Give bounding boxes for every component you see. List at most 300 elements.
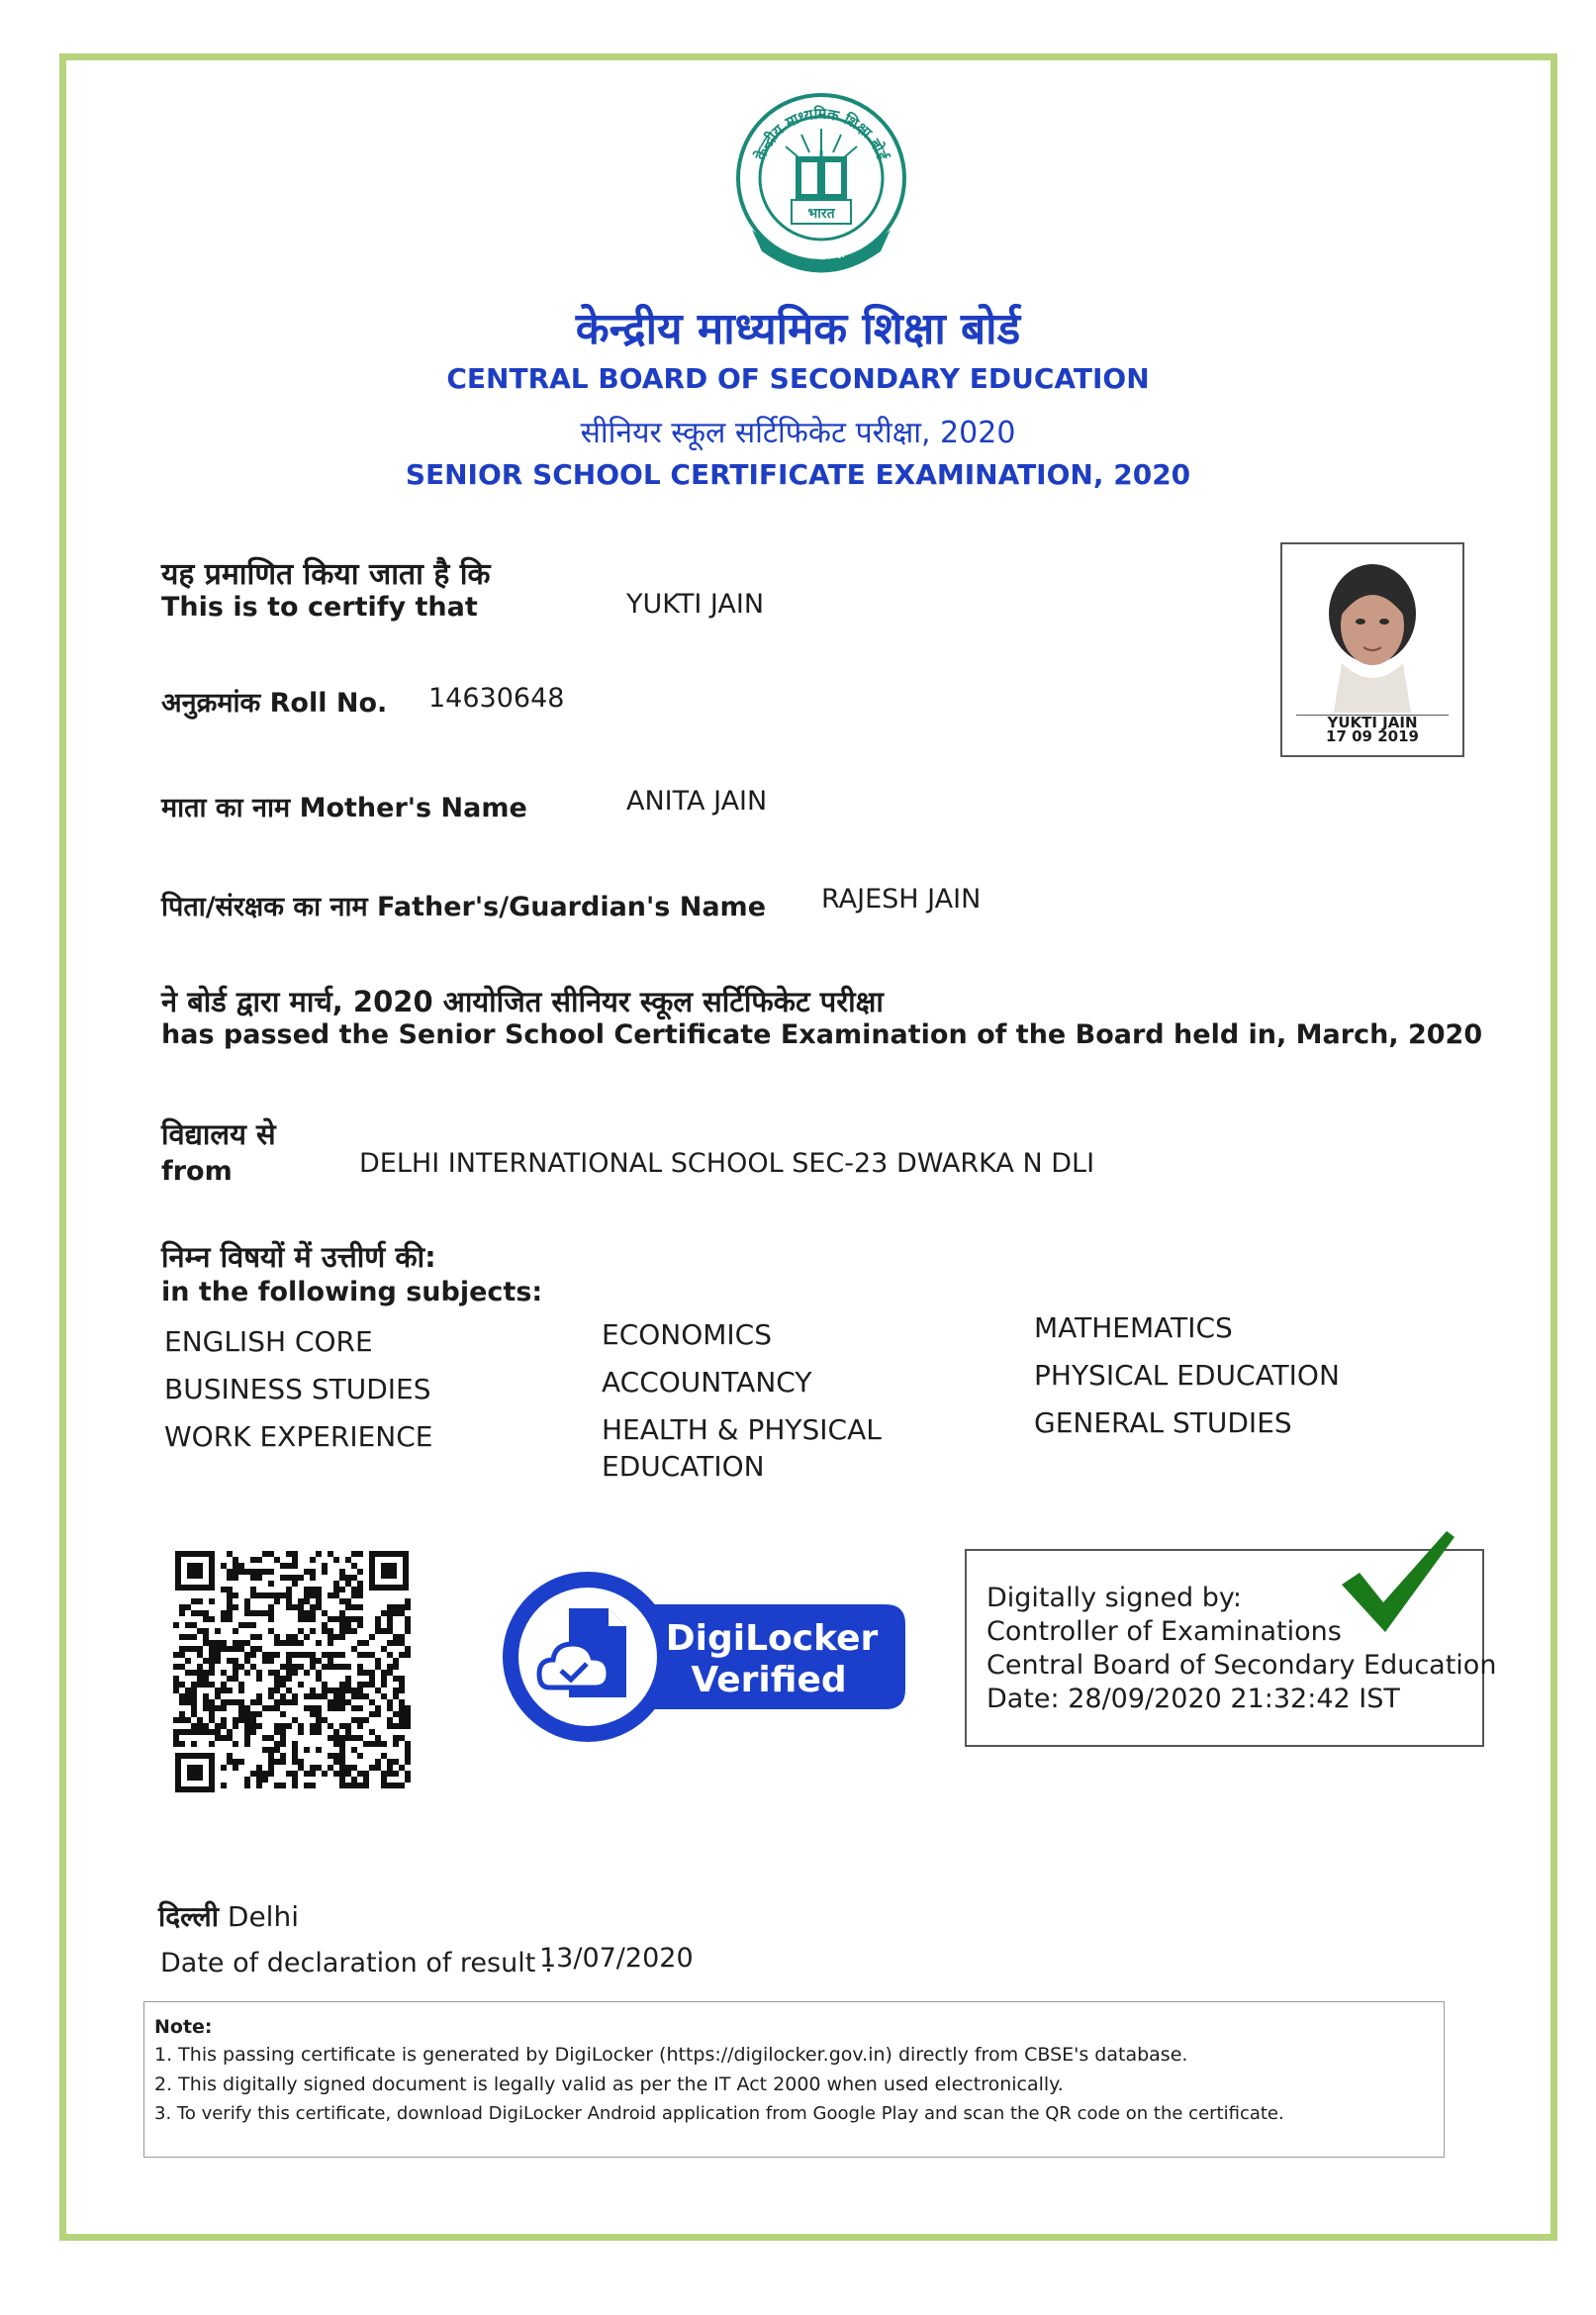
qr-module [227,1598,233,1604]
qr-module [203,1705,209,1711]
qr-module [268,1652,274,1658]
qr-module [233,1676,238,1682]
qr-module [339,1622,345,1628]
qr-module [203,1616,209,1622]
qr-module [262,1747,268,1753]
declaration-date: 13/07/2020 [539,1943,694,1974]
qr-module [233,1563,238,1569]
qr-module [262,1652,268,1658]
qr-module [393,1610,399,1616]
qr-module [333,1652,339,1658]
declaration-label: Date of declaration of result : [160,1948,553,1978]
qr-module [280,1693,286,1699]
qr-module [363,1640,369,1646]
qr-module [209,1717,215,1723]
qr-module [179,1741,185,1747]
qr-module [339,1747,345,1753]
qr-module [250,1771,256,1777]
qr-module [233,1723,238,1729]
qr-module [203,1676,209,1682]
qr-module [173,1717,179,1723]
qr-module [185,1622,191,1628]
qr-module [233,1640,238,1646]
qr-module [393,1723,399,1729]
qr-module [328,1628,333,1634]
qr-module [286,1771,292,1777]
qr-module [179,1652,185,1658]
qr-module [310,1765,316,1771]
qr-module [274,1682,280,1688]
qr-module [369,1682,375,1688]
qr-module [405,1771,411,1777]
qr-module [191,1723,197,1729]
qr-module [250,1699,256,1705]
qr-module [292,1581,298,1587]
qr-module [405,1646,411,1652]
qr-module [369,1676,375,1682]
qr-module [233,1741,238,1747]
qr-module [298,1723,304,1729]
qr-module [221,1699,227,1705]
qr-module [274,1741,280,1747]
qr-module [221,1616,227,1622]
qr-module [322,1652,328,1658]
certify-label-english: This is to certify that [161,592,478,623]
qr-module [399,1735,405,1741]
qr-module [316,1693,322,1699]
qr-module [310,1658,316,1664]
qr-module [197,1652,203,1658]
qr-module [280,1682,286,1688]
qr-module [298,1759,304,1765]
qr-module [292,1640,298,1646]
qr-module [262,1771,268,1777]
qr-module [250,1592,256,1598]
qr-module [203,1693,209,1699]
subject-item: BUSINESS STUDIES [164,1373,431,1405]
qr-module [393,1711,399,1717]
qr-module [274,1723,280,1729]
qr-module [233,1670,238,1676]
qr-module [280,1759,286,1765]
qr-module [238,1664,244,1670]
qr-module [339,1771,345,1777]
qr-module [393,1634,399,1640]
qr-module [304,1705,310,1711]
qr-module [405,1777,411,1783]
qr-module [244,1717,250,1723]
badge-line2: Verified [691,1660,847,1700]
qr-module [227,1676,233,1682]
qr-module [292,1604,298,1610]
qr-module [393,1676,399,1682]
qr-module [304,1747,310,1753]
qr-module [292,1664,298,1670]
qr-module [292,1557,298,1563]
qr-module [310,1664,316,1670]
subject-item: ECONOMICS [602,1318,773,1351]
qr-module [274,1592,280,1598]
qr-module [268,1705,274,1711]
qr-module [209,1598,215,1604]
qr-module [209,1729,215,1735]
qr-module [244,1729,250,1735]
qr-module [345,1771,351,1777]
qr-module [357,1652,363,1658]
qr-module [333,1616,339,1622]
qr-module [399,1765,405,1771]
qr-module [322,1563,328,1569]
qr-module [339,1765,345,1771]
qr-module [209,1640,215,1646]
qr-module [328,1735,333,1741]
qr-module [316,1670,322,1676]
qr-module [244,1705,250,1711]
qr-module [310,1569,316,1575]
qr-module [221,1688,227,1693]
qr-module [191,1646,197,1652]
qr-module [333,1587,339,1592]
roll-number: 14630648 [428,683,565,714]
qr-module [221,1587,227,1592]
qr-module [304,1670,310,1676]
qr-module [405,1723,411,1729]
qr-module [203,1682,209,1688]
qr-module [310,1771,316,1777]
qr-module [262,1705,268,1711]
qr-module [381,1777,387,1783]
qr-module [369,1699,375,1705]
qr-module [316,1747,322,1753]
qr-module [322,1569,328,1575]
qr-module [179,1604,185,1610]
qr-module [191,1670,197,1676]
qr-module [203,1670,209,1676]
qr-module [316,1551,322,1557]
qr-module [280,1640,286,1646]
qr-module [333,1592,339,1598]
qr-module [316,1705,322,1711]
qr-module [345,1765,351,1771]
qr-module [233,1664,238,1670]
qr-module [286,1551,292,1557]
qr-module [215,1640,221,1646]
qr-module [363,1652,369,1658]
qr-module [339,1587,345,1592]
qr-module [357,1670,363,1676]
qr-module [250,1723,256,1729]
qr-module [286,1592,292,1598]
qr-module [405,1747,411,1753]
subject-item: ACCOUNTANCY [602,1366,812,1399]
candidate-portrait [1282,544,1462,713]
subject-item: GENERAL STUDIES [1034,1406,1292,1439]
qr-module [179,1729,185,1735]
qr-module [286,1604,292,1610]
qr-module [197,1723,203,1729]
qr-module [173,1676,179,1682]
qr-module [399,1705,405,1711]
qr-module [399,1699,405,1705]
subject-item: WORK EXPERIENCE [164,1420,433,1453]
qr-module [405,1711,411,1717]
qr-module [197,1676,203,1682]
qr-module [280,1735,286,1741]
qr-module [298,1604,304,1610]
certify-label-hindi: यह प्रमाणित किया जाता है कि [161,557,491,592]
qr-module [405,1652,411,1658]
qr-module [227,1587,233,1592]
qr-module [256,1765,262,1771]
qr-module [179,1610,185,1616]
qr-module [339,1616,345,1622]
qr-module [405,1598,411,1604]
qr-module [399,1717,405,1723]
qr-module [274,1759,280,1765]
qr-module [393,1658,399,1664]
qr-module [387,1622,393,1628]
qr-module [268,1592,274,1598]
qr-module [351,1765,357,1771]
qr-module [256,1610,262,1616]
note-item: 2. This digitally signed document is legally valid as per the IT Act 2000 when used electronically. [154,2074,1064,2095]
qr-module [203,1634,209,1640]
qr-module [351,1735,357,1741]
qr-module [274,1640,280,1646]
qr-module [298,1682,304,1688]
qr-module [316,1592,322,1598]
signature-line-2: Controller of Examinations [986,1616,1342,1647]
qr-module [345,1598,351,1604]
qr-module [405,1628,411,1634]
qr-module [250,1652,256,1658]
qr-module [322,1622,328,1628]
badge-line1: DigiLocker [665,1618,879,1659]
qr-module [345,1628,351,1634]
qr-module [375,1759,381,1765]
qr-module [268,1759,274,1765]
qr-module [209,1741,215,1747]
qr-module [333,1581,339,1587]
father-name: RAJESH JAIN [821,884,982,915]
qr-module [227,1575,233,1581]
qr-module [387,1771,393,1777]
qr-module [244,1569,250,1575]
qr-module [351,1646,357,1652]
qr-module [310,1616,316,1622]
qr-module [351,1604,357,1610]
qr-module [298,1652,304,1658]
qr-module [333,1729,339,1735]
mother-name: ANITA JAIN [626,786,768,817]
qr-module [393,1693,399,1699]
qr-module [310,1711,316,1717]
qr-module [298,1575,304,1581]
qr-module [191,1682,197,1688]
qr-module [375,1765,381,1771]
qr-module [393,1771,399,1777]
qr-module [381,1753,387,1759]
qr-module [316,1711,322,1717]
qr-module [328,1664,333,1670]
qr-module [209,1652,215,1658]
qr-module [333,1688,339,1693]
qr-module [399,1634,405,1640]
qr-module [304,1592,310,1598]
qr-module [357,1693,363,1699]
qr-module [339,1682,345,1688]
qr-module [328,1616,333,1622]
qr-module [310,1723,316,1729]
board-name-english: CENTRAL BOARD OF SECONDARY EDUCATION [446,362,1150,395]
qr-module [250,1587,256,1592]
qr-module [191,1693,197,1699]
qr-module [185,1717,191,1723]
qr-module [191,1711,197,1717]
qr-module [298,1729,304,1735]
qr-module [357,1587,363,1592]
qr-module [405,1759,411,1765]
qr-module [363,1670,369,1676]
qr-module [262,1777,268,1783]
qr-module [244,1711,250,1717]
qr-module [256,1646,262,1652]
qr-module [405,1753,411,1759]
qr-module [339,1753,345,1759]
qr-module [381,1676,387,1682]
qr-module [298,1640,304,1646]
qr-module [191,1699,197,1705]
subject-item: MATHEMATICS [1034,1311,1233,1344]
qr-module [351,1563,357,1569]
qr-module [399,1682,405,1688]
qr-module [328,1705,333,1711]
qr-module [262,1610,268,1616]
qr-module [233,1592,238,1598]
qr-module [345,1622,351,1628]
qr-module [256,1783,262,1788]
subject-item: HEALTH & PHYSICAL [602,1413,882,1446]
qr-module [286,1587,292,1592]
qr-module [328,1723,333,1729]
qr-module [387,1759,393,1765]
qr-module [191,1705,197,1711]
place-english: Delhi [227,1900,299,1933]
qr-module [304,1587,310,1592]
qr-module [256,1575,262,1581]
qr-module [286,1575,292,1581]
qr-module [238,1569,244,1575]
qr-module [179,1634,185,1640]
qr-module [298,1610,304,1616]
board-name-hindi: केन्द्रीय माध्यमिक शिक्षा बोर्ड [575,304,1021,354]
qr-module [381,1682,387,1688]
qr-module [233,1569,238,1575]
qr-module [304,1616,310,1622]
qr-module [209,1705,215,1711]
qr-module [209,1664,215,1670]
qr-module [179,1682,185,1688]
qr-module [339,1652,345,1658]
qr-module [369,1711,375,1717]
qr-module [191,1729,197,1735]
qr-module [215,1705,221,1711]
qr-module [227,1699,233,1705]
qr-module [268,1765,274,1771]
qr-module [233,1717,238,1723]
qr-module [191,1622,197,1628]
qr-module [357,1551,363,1557]
qr-module [203,1729,209,1735]
qr-module [357,1664,363,1670]
qr-module [274,1705,280,1711]
qr-module [322,1682,328,1688]
qr-module [375,1711,381,1717]
signature-line-4: Date: 28/09/2020 21:32:42 IST [986,1684,1400,1714]
digilocker-verified-badge [500,1569,915,1745]
qr-module [351,1551,357,1557]
qr-module [274,1670,280,1676]
qr-module [173,1741,179,1747]
qr-module [209,1670,215,1676]
qr-module [339,1575,345,1581]
qr-module [316,1676,322,1682]
qr-module [286,1634,292,1640]
qr-module [227,1592,233,1598]
father-label-english: Father's/Guardian's Name [377,892,767,922]
qr-module [387,1616,393,1622]
qr-module [179,1717,185,1723]
qr-module [339,1741,345,1747]
passed-text-hindi: ने बोर्ड द्वारा मार्च, 2020 आयोजित सीनियर स्कूल सर्टिफिकेट परीक्षा [161,985,884,1018]
subject-item: EDUCATION [602,1450,765,1483]
qr-module [215,1688,221,1693]
qr-module [316,1640,322,1646]
qr-module [316,1723,322,1729]
qr-module [233,1658,238,1664]
qr-module [244,1723,250,1729]
qr-module [375,1658,381,1664]
school-name: DELHI INTERNATIONAL SCHOOL SEC-23 DWARKA N DLI [359,1148,1095,1179]
qr-module [197,1729,203,1735]
qr-module [268,1616,274,1622]
qr-module [185,1658,191,1664]
passed-text-english: has passed the Senior School Certificate Examination of the Board held in, March, 2020 [161,1019,1483,1050]
qr-module [173,1688,179,1693]
qr-module [292,1771,298,1777]
qr-module [339,1688,345,1693]
qr-module [256,1771,262,1777]
qr-module [393,1664,399,1670]
qr-module [244,1598,250,1604]
qr-module [316,1598,322,1604]
qr-module [286,1658,292,1664]
subjects-column-2 [602,1316,882,1485]
qr-module [233,1575,238,1581]
qr-module [256,1693,262,1699]
qr-module [280,1741,286,1747]
qr-module [227,1551,233,1557]
qr-module [375,1622,381,1628]
qr-module [375,1741,381,1747]
qr-module [221,1563,227,1569]
qr-module [357,1688,363,1693]
qr-module [363,1771,369,1777]
qr-module [185,1604,191,1610]
qr-module [215,1735,221,1741]
qr-module [215,1652,221,1658]
qr-module [304,1771,310,1777]
